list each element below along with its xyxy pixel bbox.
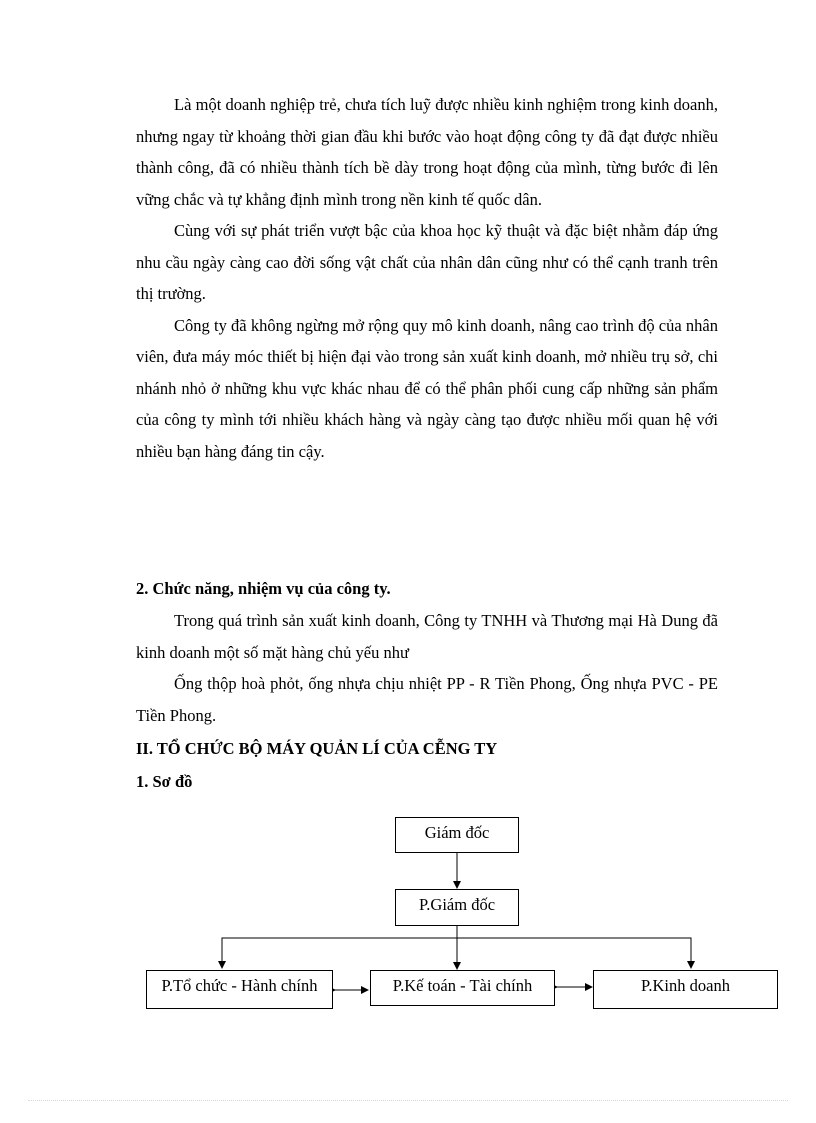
section-3-heading: II. TỔ CHỨC BỘ MÁY QUẢN LÍ CỦA CỄNG TY bbox=[136, 739, 498, 758]
intro-paragraph-1: Là một doanh nghiệp trẻ, chưa tích luỹ được nhiều kinh nghiệm trong kinh doanh, nhưng ngay từ khoảng thời gian đầu khi bước vào hoạt động công ty đã đạt được nhiều thành công, đã có nhiều thành tích bề dày trong hoạt động của mình, từng bước đi lên vững chắc và tự khẳng định mình trong nền kinh tế quốc dân. bbox=[136, 95, 718, 209]
org-box-director: Giám đốc bbox=[395, 817, 519, 853]
intro-paragraph-2: Cùng với sự phát triển vượt bậc của khoa học kỹ thuật và đặc biệt nhằm đáp ứng nhu cầu ngày càng cao đời sống vật chất của nhân dân cũng như có thể cạnh tranh trên thị trường. bbox=[136, 221, 718, 303]
org-box-sales-department: P.Kinh doanh bbox=[593, 970, 778, 1009]
intro-paragraph-3: Công ty đã không ngừng mở rộng quy mô kinh doanh, nâng cao trình độ của nhân viên, đưa máy móc thiết bị hiện đại vào trong sản xuất kinh doanh, mở nhiều trụ sở, chi nhánh nhỏ ở những khu vực khác nhau để có thể phân phối cung cấp những sản phẩm của công ty mình tới nhiều khách hàng và ngày càng tạo được nhiều mối quan hệ với nhiều bạn hàng đáng tin cậy. bbox=[136, 315, 718, 461]
section-2-paragraph-2: Ống thộp hoà phỏt, ống nhựa chịu nhiệt PP - R Tiền Phong, Ống nhựa PVC - PE Tiền Phong. bbox=[136, 674, 718, 725]
page-bottom-rule bbox=[28, 1100, 788, 1101]
section-2-heading: 2. Chức năng, nhiệm vụ của công ty. bbox=[136, 579, 391, 598]
section-3-subheading: 1. Sơ đồ bbox=[136, 772, 193, 791]
org-box-accounting-department: P.Kế toán - Tài chính bbox=[370, 970, 555, 1006]
org-box-deputy-director: P.Giám đốc bbox=[395, 889, 519, 926]
section-2-paragraph-1: Trong quá trình sản xuất kinh doanh, Công ty TNHH và Thương mại Hà Dung đã kinh doanh một số mặt hàng chủ yếu như bbox=[136, 611, 718, 662]
org-box-admin-department: P.Tổ chức - Hành chính bbox=[146, 970, 333, 1009]
